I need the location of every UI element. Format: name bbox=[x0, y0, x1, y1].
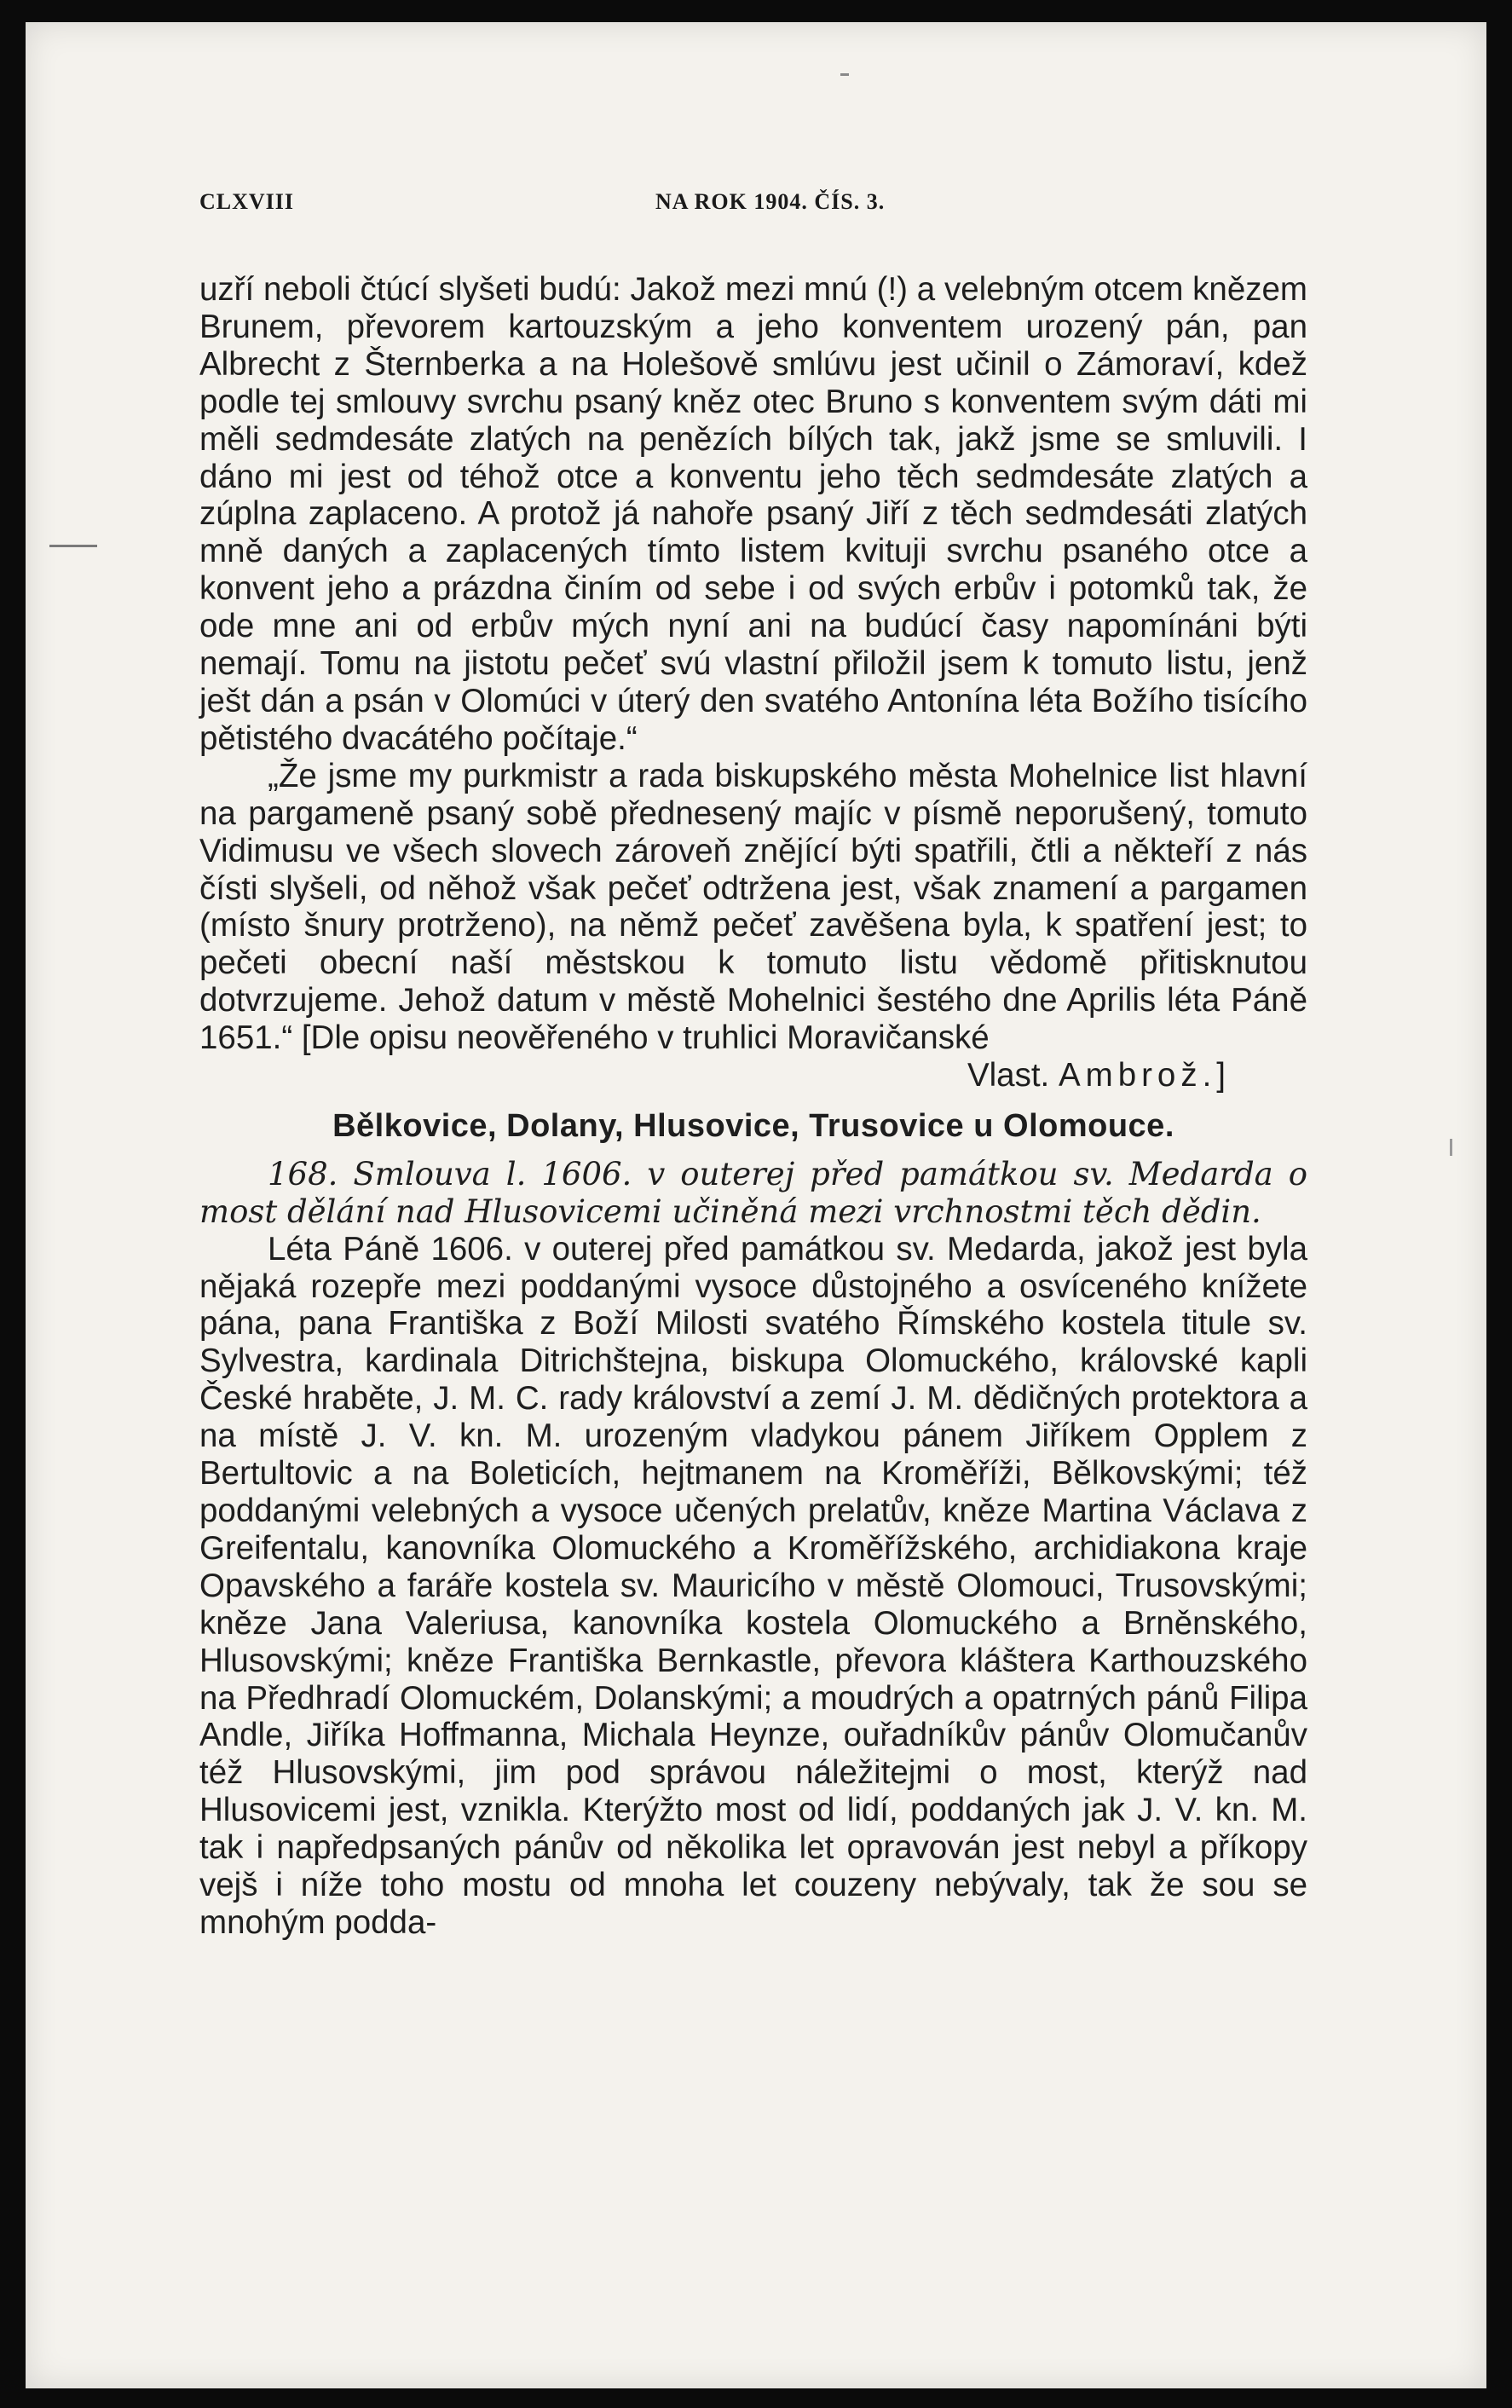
paragraph-continued: uzří neboli čtúcí slyšeti budú: Jakož mezi mnú (!) a velebným otcem knězem Brunem, převorem kartouzským a jeho konventem urozený pán, pan Albrecht z Šternberka a na Holešově smlúvu jest učinil o Zámoraví, kdež podle tej smlouvy svrchu psaný kněz otec Bruno s konventem svým dáti mi měli sedmdesáte zlatých na penězích bílých tak, jakž jsme se smluvili. I dáno mi jest od téhož otce a konventu jeho těch sedmdesáte zlatých a zúplna zaplaceno. A protož já nahoře psaný Jiří z těch sedmdesáti zlatých mně daných a zaplacených tímto listem kvituji svrchu psaného otce a konvent jeho a prázdna činím od sebe i od svých erbův i potomků tak, že ode mne ani od erbův mých nyní ani na budúcí časy napomínáni býti nemají. Tomu na jistotu pečeť svú vlastní přiložil jsem k tomuto listu, jenž ješt dán a psán v Olomúci v úterý den svatého Antonína léta Božího tisícího pětistého dvacátého počítaje.“ bbox=[199, 271, 1307, 757]
margin-tick-mark bbox=[1450, 1139, 1452, 1156]
running-header bbox=[199, 189, 1307, 223]
paragraph-vidimus: „Že jsme my purkmistr a rada biskupského města Mohelnice list hlavní na pargameně psaný sobě přednesený majíc v písmě neporušený, tomuto Vidimusu ve všech slovech zároveň znějící býti spatřili, čtli a někteří z nás čísti slyšeli, od něhož však pečeť odtržena jest, však znamení a pargamen (místo šnury protrženo), na němž pečeť zavěšena byla, k spatření jest; to pečeti obecní naší městskou k tomuto listu vědomě přitisknutou dotvrzujeme. Jehož datum v městě Mohelnici šestého dne Aprilis léta Páně 1651.“ [Dle opisu neověřeného v truhlici Moravičanské bbox=[199, 757, 1307, 1057]
entry-body: Léta Páně 1606. v outerej před památkou sv. Medarda, jakož jest byla nějaká rozepře mezi poddanými vysoce důstojného a osvíceného knížete pána, pana Františka z Boží Milosti svatého Římského kostela titule sv. Sylvestra, kardinala Ditrichštejna, biskupa Olomuckého, královské kapli České hraběte, J. M. C. rady království a zemí J. M. dědičných protektora a na místě J. V. kn. M. urozeným vladykou pánem Jiříkem Opplem z Bertultovic a na Boleticích, hejtmanem na Kroměříži, Bělkovskými; též poddanými velebných a vysoce učených prelatův, kněze Martina Václava z Greifentalu, kanovníka Olomuckého a Kroměřížského, archidiakona kraje Opavského a faráře kostela sv. Mauricího v městě Olomouci, Trusovskými; kněze Jana Valeriusa, kanovníka kostela Olomuckého a Brněnského, Hlusovskými; kněze Františka Bernkastle, převora kláštera Karthouzského na Předhradí Olomuckém, Dolanskými; a moudrých a opatrných pánů Filipa Andle, Jiříka Hoffmanna, Michala Heynze, ouřadníkův pánův Olomučanův též Hlusovskými, jim pod správou náležitejmi o most, kterýž nad Hlusovicemi jest, vznikla. Kterýžto most od lidí, poddaných jak J. V. kn. M. tak i napředpsaných pánův od několika let opravován jest nebyl a příkopy vejš i níže toho mostu od mnoha let couzeny nebývaly, tak že sou se mnohým podda- bbox=[199, 1230, 1307, 1941]
margin-dash-mark bbox=[49, 545, 97, 547]
body-text bbox=[199, 271, 1307, 1942]
signature-line bbox=[199, 1057, 1307, 1094]
signature-prefix: Vlast. bbox=[967, 1057, 1050, 1094]
running-title: NA ROK 1904. ČÍS. 3. bbox=[655, 189, 886, 214]
signature-name: Ambrož.] bbox=[1058, 1057, 1231, 1094]
scan-artifact-mark bbox=[840, 73, 849, 76]
page-number: CLXVIII bbox=[199, 189, 295, 214]
entry-title-fraktur: 168. Smlouva l. 1606. v outerej před památkou sv. Medarda o most dělání nad Hlusovicemi učiněná mezi vrchnostmi těch dědin. bbox=[199, 1155, 1307, 1230]
section-heading: Bělkovice, Dolany, Hlusovice, Trusovice u Olomouce. bbox=[332, 1107, 1174, 1144]
